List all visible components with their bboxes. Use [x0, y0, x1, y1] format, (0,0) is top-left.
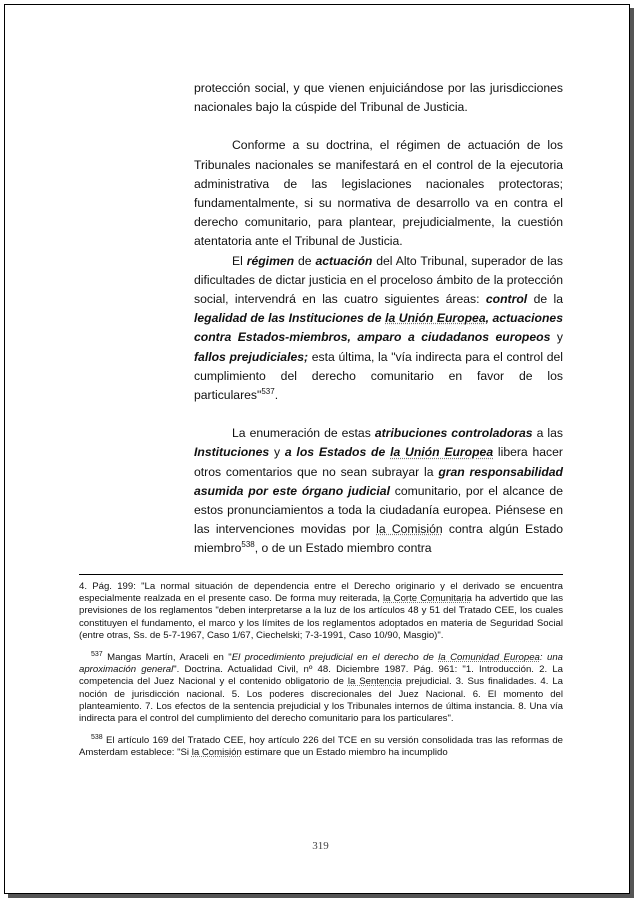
emphasis-actuaciones: , actuaciones contra Estados-miembros, amparo a ciudadanos europeos: [194, 311, 563, 345]
text-run: contra algún Estado miembro: [194, 522, 564, 556]
text-run: del Alto Tribunal, superador de las dificultades de dictar justicia en el proceloso ámbito de la protección social, intervendrá en las cuatro siguientes áreas:: [194, 253, 563, 307]
text-run: , o de un Estado miembro contra: [254, 541, 432, 556]
emphasis-instituciones: Instituciones: [194, 445, 270, 460]
footnote-continuation: [79, 581, 563, 642]
underlined-sentencia: la Sentencia: [347, 676, 402, 688]
footnote-ref-537[interactable]: 537: [261, 386, 275, 396]
text-run: estimare que un Estado miembro ha incumplido: [241, 747, 448, 759]
text-run: libera hacer otros comentarios que no sean subrayar la: [194, 445, 563, 479]
footnote-gap: [79, 725, 563, 735]
emphasis-responsabilidad: gran responsabilidad asumida por este órgano judicial: [194, 464, 563, 498]
text-run: ". Doctrina. Actualidad Civil, nº 48. Diciembre 1987. Pág. 961: "1. Introducción. 2. La competencia del Juez Nacional y el contenido obligatorio de: [79, 664, 563, 688]
text-run: .: [274, 388, 279, 403]
paragraph-gap: [194, 405, 563, 424]
paragraph-3: [194, 252, 563, 406]
emphasis-union-europea: la Unión Europea: [390, 445, 494, 460]
underlined-comision: la Comisión: [376, 522, 443, 537]
text-run: de la: [527, 292, 563, 307]
footnote-537: [79, 652, 563, 725]
underlined-corte: la Corte Comunitaria: [383, 593, 472, 605]
book-title-underlined: la Comunidad Europea: [438, 652, 540, 664]
emphasis-union-europea: la Unión Europea: [385, 311, 486, 326]
footnote-separator: [79, 574, 563, 575]
paragraph-4: [194, 424, 563, 558]
text-run: y: [550, 330, 563, 345]
page-number: 319: [312, 840, 329, 852]
text-run: y: [269, 445, 285, 460]
underlined-comision: la Comisión: [191, 747, 242, 759]
text-run: ha advertido que las previsiones de los reglamentos "deben interpretarse a la luz de los artículos 48 y 51 del Tratado CEE, los cuales constituyen el fundamento, el marco y los límites de los reglamentos adoptados en materia de Seguridad Social (entre otras, Ss. de 5-7-1967, Caso 1/67, Ciechelski; 7-3-1991, Caso 10/90, Masgio)".: [79, 593, 563, 641]
paragraph-1: protección social, y que vienen enjuiciándose por las jurisdicciones nacionales bajo la cúspide del Tribunal de Justicia.: [194, 81, 563, 115]
text-run: 4. Pág. 199: "La normal situación de dependencia entre el Derecho originario y el derivado se encuentra especialmente realzada en el presente caso. De forma muy reiterada,: [79, 581, 563, 605]
footnote-number: 538: [91, 734, 103, 742]
text-run: El artículo 169 del Tratado CEE, hoy artículo 226 del TCE en su versión consolidada tras las reformas de Amsterdam establece: "Si: [79, 735, 563, 759]
footnotes: [79, 581, 563, 760]
text-run: esta última, la "vía indirecta para el control del cumplimiento del derecho comunitario en favor de los particulares": [194, 349, 563, 403]
text-run: El: [232, 253, 247, 268]
text-run: comunitario, por el alcance de estos pronunciamientos a toda la ciudadanía europea. Piénsese en las intervenciones movidas por: [194, 483, 563, 537]
paragraph-gap: [194, 117, 563, 136]
text-run: La enumeración de estas: [232, 426, 375, 441]
book-title: El procedimiento prejudicial en el derecho de: [231, 652, 439, 664]
text-run: a las: [532, 426, 563, 441]
book-title: : una aproximación general: [79, 652, 563, 676]
emphasis-control: control: [485, 292, 528, 307]
paragraph-2: Conforme a su doctrina, el régimen de actuación de los Tribunales nacionales se manifestará en el control de la ejecutoria administrativa de las legislaciones nacionales protectoras; fundamentalmente, si su normativa de desarrollo va en contra el derecho comunitario, para plantear, prejudicialmente, la cuestión atentatoria ante el Tribunal de Justicia.: [194, 138, 563, 249]
footnote-ref-538[interactable]: 538: [241, 540, 255, 550]
text-run: prejudicial. 3. Sus finalidades. 4. La noción de jurisdicción nacional. 5. Los poderes discrecionales del Juez Nacional. 6. El momento del planteamiento. 7. Los efectos de la sentencia prejudicial y los Tribunales internos de última instancia. 8. Una vía indirecta para el control del cumplimiento del derecho comunitario para los particulares".: [79, 676, 563, 725]
emphasis-atribuciones: atribuciones controladoras: [374, 426, 533, 441]
footnote-gap: [79, 642, 563, 652]
emphasis-fallos: fallos prejudiciales;: [194, 349, 309, 364]
footnote-538: [79, 735, 563, 759]
footnote-number: 537: [91, 650, 103, 658]
emphasis-regimen: régimen: [246, 253, 295, 268]
emphasis-legalidad: legalidad de las Instituciones de: [194, 311, 386, 326]
text-run: Mangas Martín, Araceli en ": [102, 652, 232, 664]
emphasis-actuacion: actuación: [315, 253, 373, 268]
emphasis-estados: a los Estados de: [284, 445, 391, 460]
text-run: de: [294, 253, 316, 268]
main-text: [194, 79, 563, 559]
